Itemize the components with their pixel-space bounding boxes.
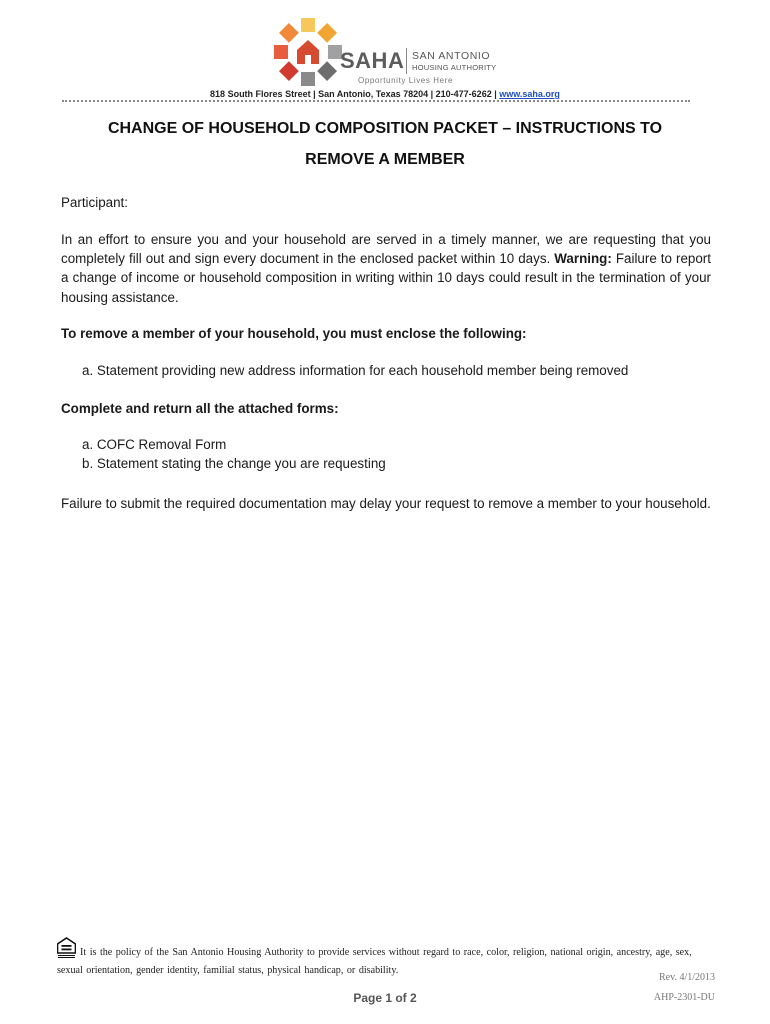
logo-name-line1: SAN ANTONIO xyxy=(412,50,491,62)
revision-date: Rev. 4/1/2013 xyxy=(658,972,715,983)
salutation: Participant: xyxy=(61,195,128,210)
saha-logo xyxy=(268,12,508,92)
logo-petal-5 xyxy=(301,72,315,86)
logo-house-door xyxy=(305,55,311,64)
logo-tagline: Opportunity Lives Here xyxy=(358,76,454,85)
logo-petal-2 xyxy=(317,23,337,43)
logo-petal-8 xyxy=(279,23,299,43)
section1-heading: To remove a member of your household, you must enclose the following: xyxy=(61,326,527,341)
logo-petal-6 xyxy=(279,61,299,81)
logo-petal-1 xyxy=(301,18,315,32)
logo-divider xyxy=(406,48,407,74)
closing-paragraph: Failure to submit the required documentation may delay your request to remove a member to your household. xyxy=(61,496,711,511)
intro-paragraph xyxy=(61,230,711,307)
logo-name-line2: HOUSING AUTHORITY xyxy=(412,63,497,72)
logo-acronym: SAHA xyxy=(340,48,405,73)
section2-item: a. COFC Removal Form xyxy=(82,437,227,452)
page-number: Page 1 of 2 xyxy=(353,991,417,1005)
section2-heading: Complete and return all the attached forms: xyxy=(61,401,339,416)
section1-item: a. Statement providing new address information for each household member being removed xyxy=(82,363,629,378)
saha-logo-mark-icon xyxy=(268,12,348,92)
form-code: AHP-2301-DU xyxy=(653,992,715,1003)
intro-text: In an effort to ensure you and your household are served in a timely manner, we are requesting that you completely fill out and sign every document in the enclosed packet within 10 days. xyxy=(61,232,711,267)
page-title-line2: REMOVE A MEMBER xyxy=(305,151,465,168)
logo-petal-4 xyxy=(317,61,337,81)
website-link[interactable]: www.saha.org xyxy=(499,89,560,99)
address-text: 818 South Flores Street | San Antonio, Texas 78204 | 210-477-6262 | xyxy=(210,89,497,99)
section2-item: b. Statement stating the change you are requesting xyxy=(82,456,386,471)
equal-housing-policy: It is the policy of the San Antonio Housing Authority to provide services without regard to race, color, religion, national origin, ancestry, age, sex, sexual orientation, gender identity, familial status, physical handicap, or disability. xyxy=(57,947,692,976)
page-title-line1: CHANGE OF HOUSEHOLD COMPOSITION PACKET – INSTRUCTIONS TO xyxy=(107,120,663,137)
logo-petal-7 xyxy=(274,45,288,59)
warning-text: Failure to report a change of income or household composition in writing within 10 days could result in the termination of your housing assistance. xyxy=(61,251,711,305)
header-address xyxy=(0,89,770,99)
header-dotted-divider xyxy=(62,100,690,102)
warning-label: Warning: xyxy=(554,251,612,267)
